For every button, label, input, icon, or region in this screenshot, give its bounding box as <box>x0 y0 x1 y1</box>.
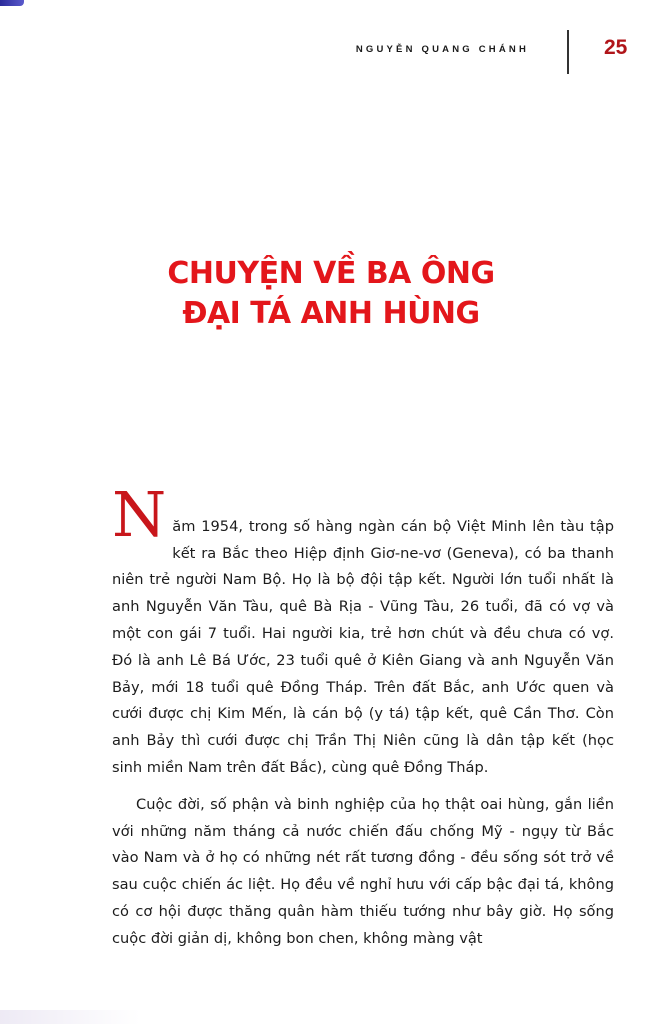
chapter-title-line-2: ĐẠI TÁ ANH HÙNG <box>182 296 480 331</box>
page-number: 25 <box>604 36 628 59</box>
scan-corner-mark <box>0 0 24 6</box>
running-header <box>0 30 662 76</box>
header-divider <box>567 30 569 74</box>
chapter-title <box>0 254 662 334</box>
paragraph-1-text: ăm 1954, trong số hàng ngàn cán bộ Việt Minh lên tàu tập kết ra Bắc theo Hiệp định Giơ-ne-vơ (Geneva), có ba thanh niên trẻ người Nam Bộ. Họ là bộ đội tập kết. Người lớn tuổi nhất là anh Nguyễn Văn Tàu, quê Bà Rịa - Vũng Tàu, 26 tuổi, đã có vợ và một con gái 7 tuổi. Hai người kia, trẻ hơn chút và đều chưa có vợ. Đó là anh Lê Bá Ước, 23 tuổi quê ở Kiên Giang và anh Nguyễn Văn Bảy, mới 18 tuổi quê Đồng Tháp. Trên đất Bắc, anh Ước quen và cưới được chị Kim Mến, là cán bộ (y tá) tập kết, quê Cần Thơ. Còn anh Bảy thì cưới được chị Trần Thị Niên cũng là dân tập kết (học sinh miền Nam trên đất Bắc), cùng quê Đồng Tháp. <box>112 517 614 776</box>
running-header-author: NGUYỄN QUANG CHÁNH <box>355 44 529 55</box>
chapter-title-line-1: CHUYỆN VỀ BA ÔNG <box>167 256 495 291</box>
scan-shadow <box>0 1010 140 1024</box>
paragraph-1 <box>112 478 614 782</box>
paragraph-2: Cuộc đời, số phận và binh nghiệp của họ thật oai hùng, gắn liền với những năm tháng cả nước chiến đấu chống Mỹ - ngụy từ Bắc vào Nam và ở họ có những nét rất tương đồng - đều sống sót trở về sau cuộc chiến ác liệt. Họ đều về nghỉ hưu với cấp bậc đại tá, không có cơ hội được thăng quân hàm thiếu tướng như bây giờ. Họ sống cuộc đời giản dị, không bon chen, không màng vật <box>112 795 614 947</box>
body-text <box>112 478 614 953</box>
drop-cap: N <box>112 478 167 551</box>
